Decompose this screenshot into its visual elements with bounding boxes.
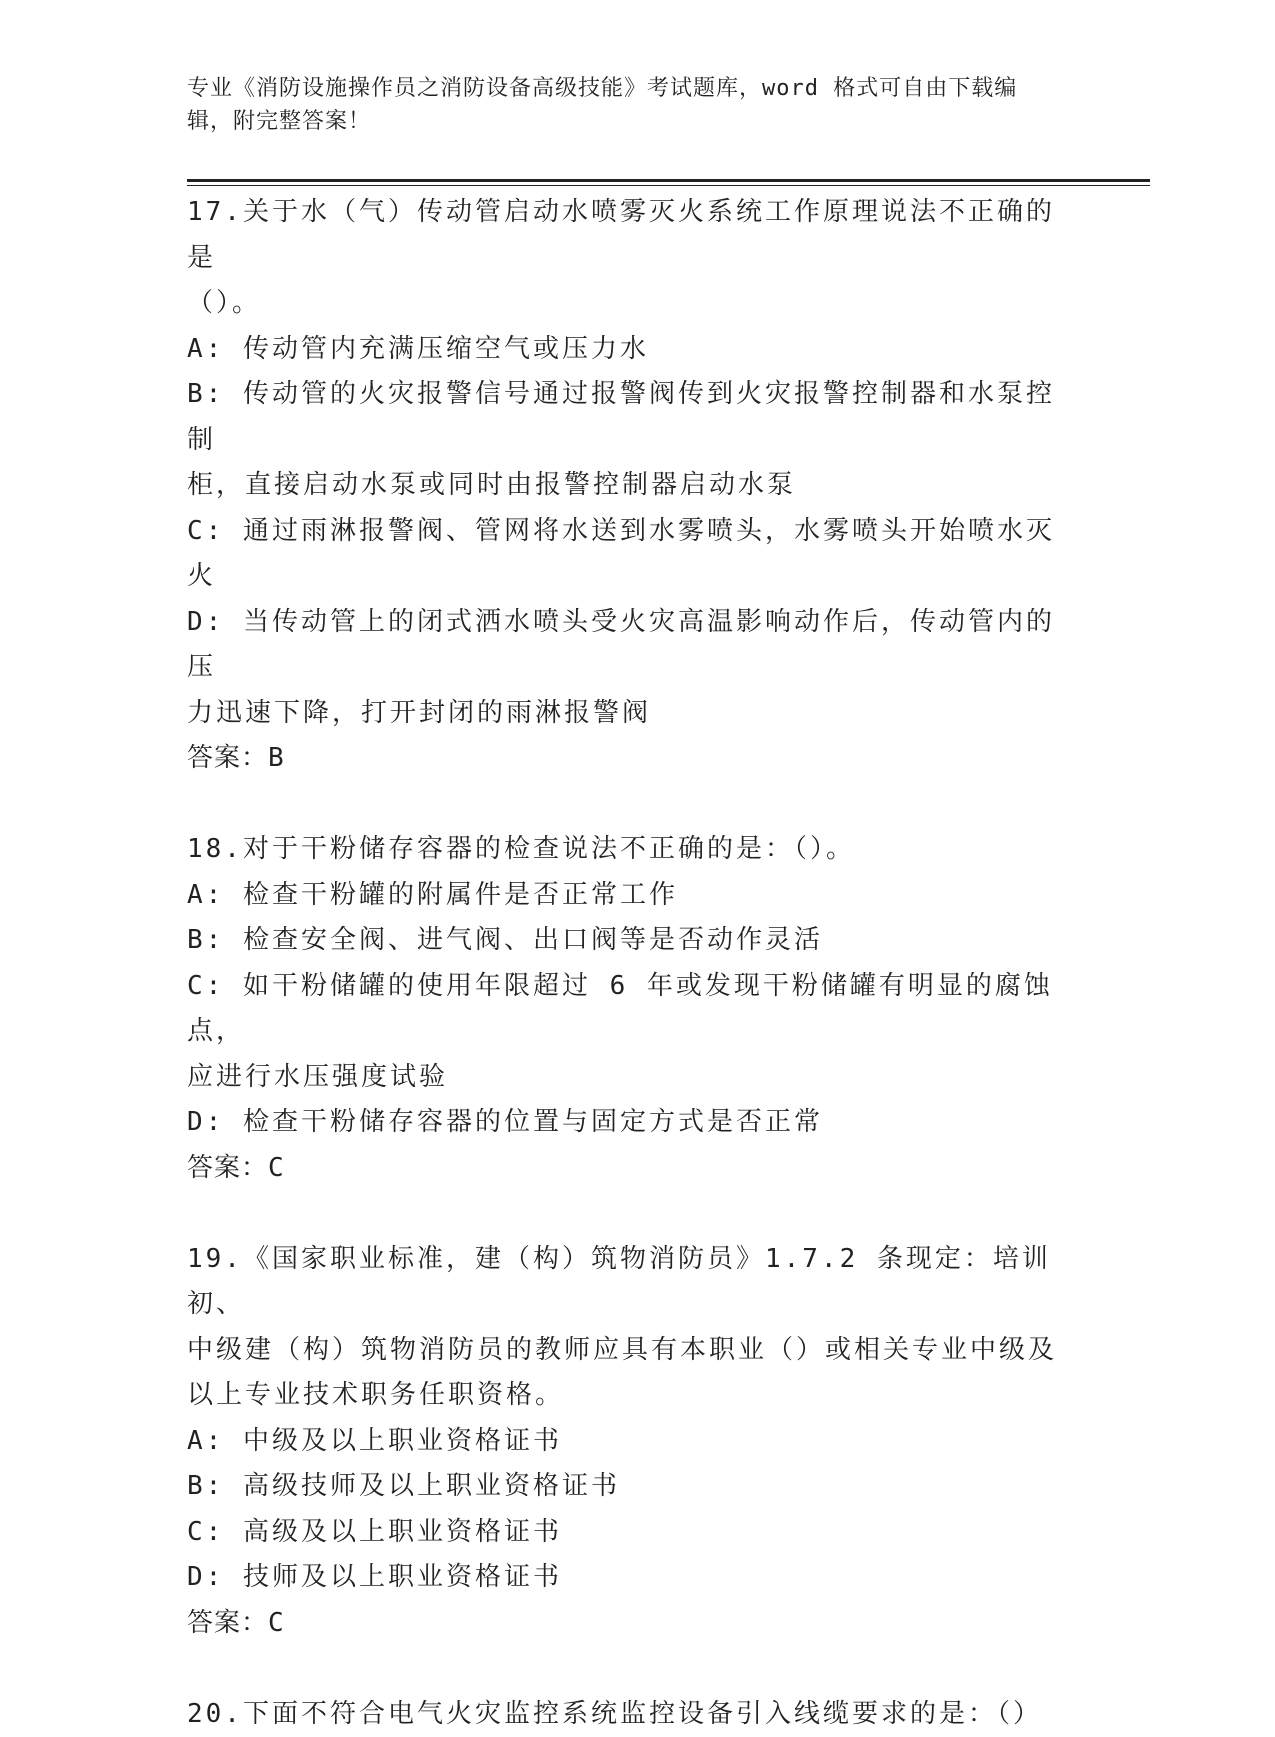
header-line-2: 辑，附完整答案！ [187,105,1067,138]
question-item [187,1237,1067,1647]
question-list [187,190,1067,1737]
answer-option: A: 传动管内充满压缩空气或压力水 [187,327,1067,373]
question-stem: 17.关于水（气）传动管启动水喷雾灭火系统工作原理说法不正确的是 [187,190,1067,281]
answer-option: C: 高级及以上职业资格证书 [187,1510,1067,1556]
question-item [187,827,1067,1191]
answer-option: C: 如干粉储罐的使用年限超过 6 年或发现干粉储罐有明显的腐蚀点， [187,964,1067,1055]
answer-option: A: 检查干粉罐的附属件是否正常工作 [187,873,1067,919]
question-item [187,190,1067,782]
question-stem: 以上专业技术职务任职资格。 [187,1373,1067,1419]
answer-option: C: 通过雨淋报警阀、管网将水送到水雾喷头，水雾喷头开始喷水灭火 [187,509,1067,600]
answer-option: D: 技师及以上职业资格证书 [187,1555,1067,1601]
question-stem: 19.《国家职业标准，建（构）筑物消防员》1.7.2 条现定：培训初、 [187,1237,1067,1328]
answer-option: B: 高级技师及以上职业资格证书 [187,1464,1067,1510]
question-stem: 18.对于干粉储存容器的检查说法不正确的是：（）。 [187,827,1067,873]
answer-key: 答案：C [187,1601,1067,1647]
answer-key: 答案：C [187,1146,1067,1192]
question-stem: （）。 [187,281,1067,327]
answer-key: 答案：B [187,736,1067,782]
answer-option: 应进行水压强度试验 [187,1055,1067,1101]
document-header [187,72,1067,138]
answer-option: 力迅速下降，打开封闭的雨淋报警阀 [187,691,1067,737]
header-rule-thin [187,185,1150,186]
question-item [187,1692,1067,1737]
header-line-1: 专业《消防设施操作员之消防设备高级技能》考试题库，word 格式可自由下载编 [187,72,1067,105]
answer-option: B: 传动管的火灾报警信号通过报警阀传到火灾报警控制器和水泵控制 [187,372,1067,463]
question-stem: 中级建（构）筑物消防员的教师应具有本职业（）或相关专业中级及 [187,1328,1067,1374]
answer-option: D: 检查干粉储存容器的位置与固定方式是否正常 [187,1100,1067,1146]
answer-option: A: 中级及以上职业资格证书 [187,1419,1067,1465]
answer-option: B: 检查安全阀、进气阀、出口阀等是否动作灵活 [187,918,1067,964]
question-stem: 20.下面不符合电气火灾监控系统监控设备引入线缆要求的是：（） [187,1692,1067,1737]
answer-option: D: 当传动管上的闭式洒水喷头受火灾高温影响动作后，传动管内的压 [187,600,1067,691]
answer-option: 柜，直接启动水泵或同时由报警控制器启动水泵 [187,463,1067,509]
header-rule-thick [187,179,1150,182]
